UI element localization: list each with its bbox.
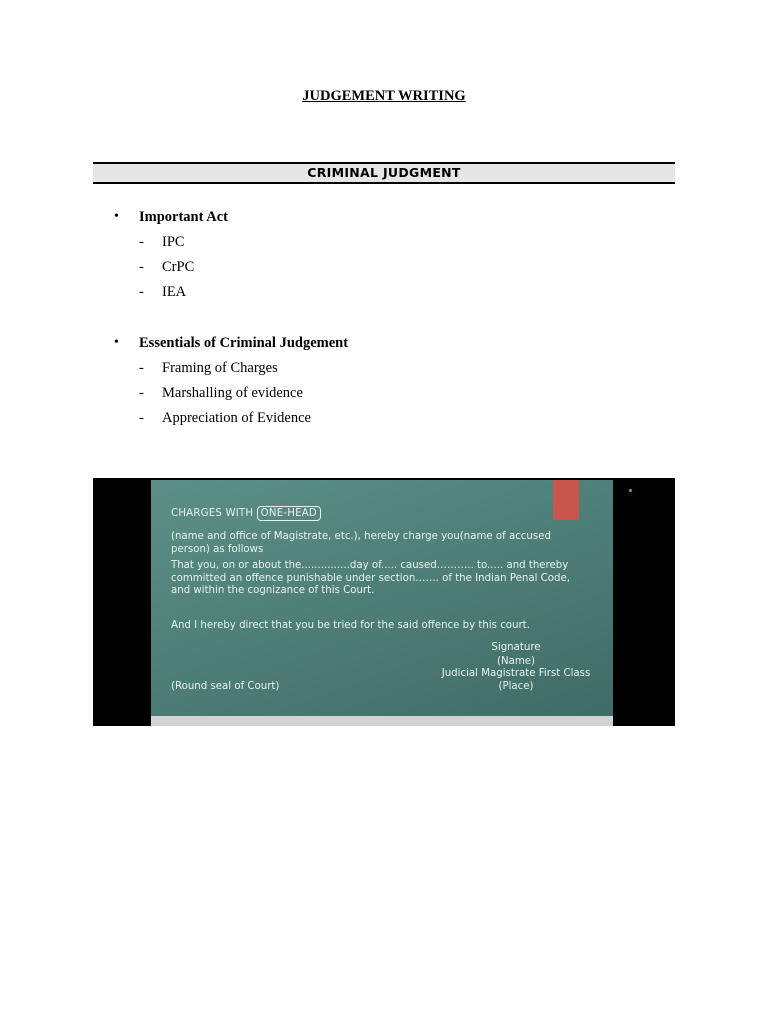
list-item-text: Appreciation of Evidence [162, 410, 311, 426]
page-title: JUDGEMENT WRITING [302, 88, 466, 104]
slide-board [151, 480, 613, 716]
slide-designation: Judicial Magistrate First Class [441, 668, 591, 679]
dash-marker: - [139, 259, 144, 275]
dash-marker: - [139, 284, 144, 300]
bullet-heading: Important Act [139, 209, 229, 225]
dash-marker: - [139, 360, 144, 376]
slide-line: That you, on or about the...............day of..... caused……….. to..... and thereby [171, 560, 569, 571]
slide-toolbar-strip [151, 716, 613, 726]
slide-paragraph-1 [171, 531, 551, 556]
slide-screenshot [93, 478, 675, 726]
dash-marker: - [139, 385, 144, 401]
section-heading: CRIMINAL JUDGMENT [93, 162, 675, 184]
list-item-text: CrPC [162, 259, 195, 275]
bullet-heading: Essentials of Criminal Judgement [139, 335, 349, 351]
accent-block [553, 480, 579, 520]
slide-line: committed an offence punishable under section……. of the Indian Penal Code, [171, 572, 570, 584]
bullet-icon: • [114, 209, 119, 224]
slide-signature: Signature [491, 642, 541, 653]
bullet-icon: • [114, 335, 119, 350]
dash-marker: - [139, 410, 144, 426]
dash-marker: - [139, 234, 144, 250]
list-item-text: Framing of Charges [162, 360, 278, 376]
slide-seal: (Round seal of Court) [171, 681, 280, 692]
slide-line: (name and office of Magistrate, etc.), hereby charge you(name of accused [171, 531, 551, 542]
slide-heading-prefix: CHARGES WITH [171, 508, 257, 519]
slide-line: person) as follows [171, 543, 264, 555]
slide-place: (Place) [498, 681, 534, 692]
list-item-text: IPC [162, 234, 185, 250]
slide-paragraph-2 [171, 560, 570, 598]
slide-name: (Name) [496, 656, 535, 667]
slide-line: and within the cognizance of this Court. [171, 585, 375, 596]
slide-heading [171, 508, 321, 521]
recording-dot-icon [629, 489, 632, 492]
list-item-text: IEA [162, 284, 187, 300]
slide-heading-boxed: ONE-HEAD [257, 506, 321, 521]
slide-paragraph-3: And I hereby direct that you be tried for the said offence by this court. [171, 620, 530, 631]
list-item-text: Marshalling of evidence [162, 385, 303, 401]
